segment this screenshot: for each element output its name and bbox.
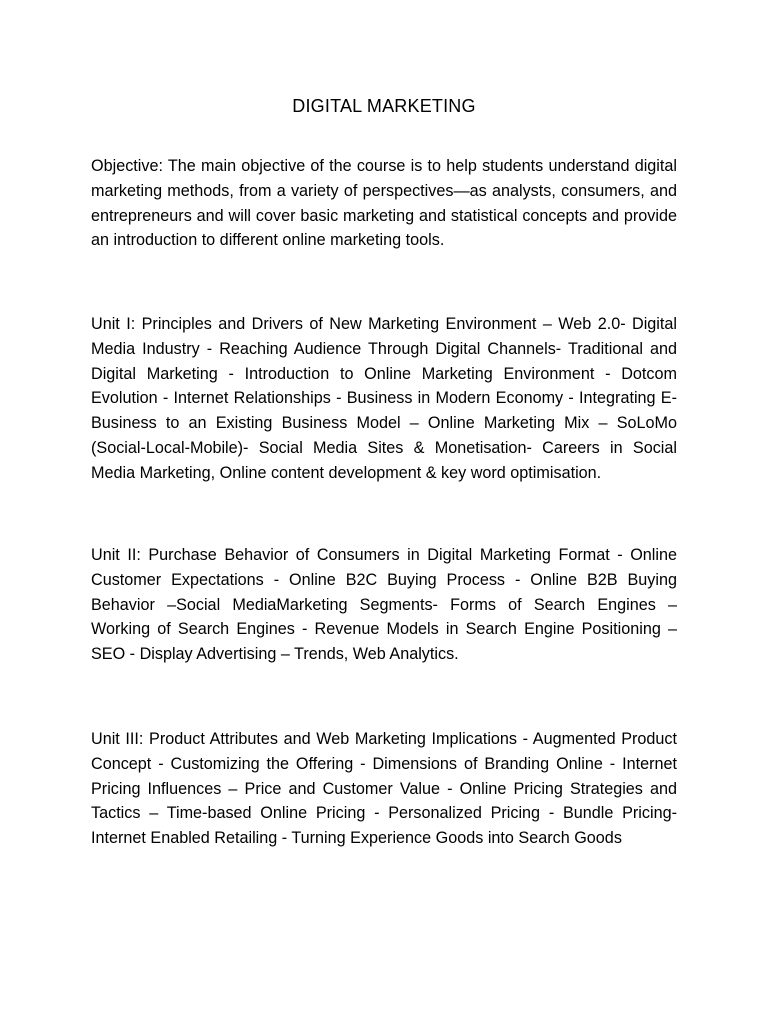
objective-paragraph: Objective: The main objective of the course is to help students understand digital marketing methods, from a variety of perspectives—as analysts, consumers, and entrepreneurs and will cover basic marketing and statistical concepts and provide an introduction to different online marketing tools. (91, 157, 677, 250)
unit-3-paragraph: Unit III: Product Attributes and Web Marketing Implications - Augmented Product Concept - Customizing the Offering - Dimensions of Branding Online - Internet Pricing Influences – Price and Customer Value - Online Pricing Strategies and Tactics – Time-based Online Pricing - Personalized Pricing - Bundle Pricing- Internet Enabled Retailing - Turning Experience Goods into Search Goods (91, 730, 677, 848)
document-title: DIGITAL MARKETING (292, 96, 476, 116)
unit-2-paragraph: Unit II: Purchase Behavior of Consumers in Digital Marketing Format - Online Customer Expectations - Online B2C Buying Process - Online B2B Buying Behavior –Social MediaMarketing Segments- Forms of Search Engines – Working of Search Engines - Revenue Models in Search Engine Positioning – SEO - Display Advertising – Trends, Web Analytics. (91, 546, 677, 664)
unit-1-paragraph: Unit I: Principles and Drivers of New Marketing Environment – Web 2.0- Digital Media Industry - Reaching Audience Through Digital Channels- Traditional and Digital Marketing - Introduction to Online Marketing Environment - Dotcom Evolution - Internet Relationships - Business in Modern Economy - Integrating E-Business to an Existing Business Model – Online Marketing Mix – SoLoMo (Social-Local-Mobile)- Social Media Sites & Monetisation- Careers in Social Media Marketing, Online content development & key word optimisation. (91, 315, 677, 482)
